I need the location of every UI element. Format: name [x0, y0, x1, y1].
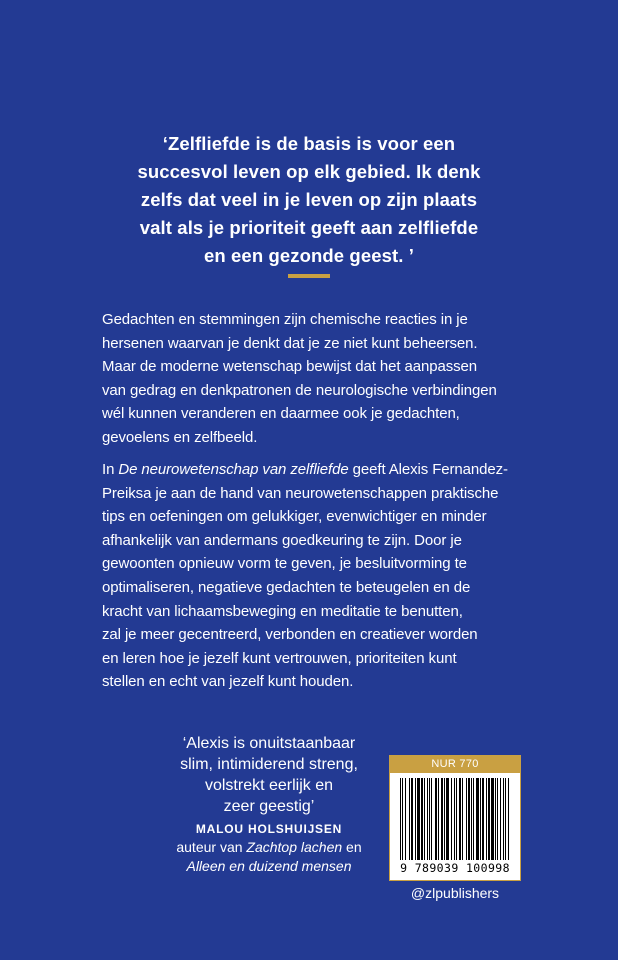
barcode-bar [446, 778, 449, 860]
endorsement-line: volstrekt eerlijk en [204, 777, 334, 794]
blurb-line: van gedrag en denkpatronen de neurologische verbindingen [102, 381, 497, 399]
barcode-bar [462, 778, 463, 860]
pull-quote-line: zelfs dat veel in je leven op zijn plaats [140, 189, 478, 210]
nur-code: NUR 770 [390, 756, 520, 773]
barcode-bar [444, 778, 445, 860]
blurb-line: Preiksa je aan de hand van neurowetenschappen praktische [102, 484, 499, 502]
blurb-line [102, 458, 522, 482]
credit-text: auteur van [176, 839, 247, 855]
barcode-bar [417, 778, 420, 860]
blurb-line: zal je meer gecentreerd, verbonden en creatiever worden [102, 626, 478, 644]
barcode-box [389, 755, 521, 881]
barcode-bar [431, 778, 432, 860]
isbn-number: 9 789039 100998 [400, 861, 510, 875]
barcode-bar [476, 778, 479, 860]
blurb-line: stellen en echt van jezelf kunt houden. [102, 673, 354, 691]
blurb-line: optimaliseren, negatieve gedachten te beteugelen en de [102, 578, 471, 596]
barcode-bar [500, 778, 501, 860]
barcode-bar [427, 778, 428, 860]
barcode-bar [424, 778, 425, 860]
credit-book: Alleen en duizend mensen [186, 858, 352, 874]
pull-quote-line: en een gezonde geest. ’ [204, 245, 414, 266]
endorser-credit [104, 838, 434, 857]
barcode-bar [488, 778, 490, 860]
barcode-bar [441, 778, 443, 860]
barcode-bar [473, 778, 474, 860]
credit-text: en [342, 839, 362, 855]
blurb-line: hersenen waarvan je denkt dat je ze niet kunt beheersen. [102, 334, 478, 352]
barcode-bar [459, 778, 461, 860]
barcode-bar [482, 778, 484, 860]
endorsement-line: slim, intimiderend streng, [180, 756, 358, 773]
barcode-bar [409, 778, 410, 860]
pull-quote-line: succesvol leven op elk gebied. Ik denk [137, 161, 481, 182]
barcode-bar [505, 778, 506, 860]
barcode-bar [497, 778, 498, 860]
barcode-bar [435, 778, 437, 860]
blurb-line: en leren hoe je jezelf kunt vertrouwen, prioriteiten kunt [102, 649, 457, 667]
blurb-text: In [102, 461, 119, 478]
barcode-bar [456, 778, 457, 860]
barcode-bar [400, 778, 401, 860]
publisher-handle: @zlpublishers [410, 885, 500, 901]
barcode-bar [495, 778, 496, 860]
blurb-line: wél kunnen veranderen en daarmee ook je gedachten, [102, 405, 460, 423]
barcode-bar [421, 778, 423, 860]
barcode-bar [471, 778, 472, 860]
pull-quote-line: valt als je prioriteit geeft aan zelfliefde [139, 217, 479, 238]
barcode-bar [405, 778, 406, 860]
barcode-icon [396, 778, 514, 860]
blurb-line: afhankelijk van andermans goedkeuring te zijn. Door je [102, 531, 462, 549]
barcode-bar [454, 778, 455, 860]
blurb-paragraph-1 [102, 308, 522, 450]
blurb-line: kracht van lichaamsbeweging en meditatie te benutten, [102, 602, 463, 620]
blurb-paragraph-2 [102, 458, 522, 694]
endorser-name: MALOU HOLSHUIJSEN [195, 822, 343, 836]
barcode-bar [491, 778, 494, 860]
book-title: De neurowetenschap van zelfliefde [118, 461, 349, 478]
pull-quote [60, 130, 558, 270]
blurb-line: Gedachten en stemmingen zijn chemische reacties in je [102, 311, 468, 328]
blurb-text: geeft Alexis Fernandez- [348, 461, 508, 478]
barcode-bar [402, 778, 403, 860]
gold-divider [288, 274, 330, 278]
barcode-bar [429, 778, 430, 860]
barcode-bar [415, 778, 416, 860]
barcode-bar [508, 778, 509, 860]
barcode-bar [503, 778, 504, 860]
barcode-bar [468, 778, 470, 860]
endorsement-line: zeer geestig’ [223, 798, 315, 815]
endorser-credit [104, 857, 434, 876]
blurb-line: gewoonten opnieuw vorm te geven, je besluitvorming te [102, 555, 467, 573]
barcode-bar [451, 778, 452, 860]
barcode-bar [486, 778, 487, 860]
barcode-bar [438, 778, 439, 860]
barcode-bar [411, 778, 413, 860]
blurb-line: gevoelens en zelfbeeld. [102, 428, 258, 446]
credit-book: Zachtop lachen [246, 839, 343, 855]
endorsement-line: ‘Alexis is onuitstaanbaar [182, 735, 356, 752]
barcode-bar [480, 778, 481, 860]
barcode-bar [466, 778, 467, 860]
blurb-line: tips en oefeningen om gelukkiger, evenwichtiger en minder [102, 508, 487, 526]
endorsement [104, 733, 434, 876]
blurb-line: Maar de moderne wetenschap bewijst dat het aanpassen [102, 358, 478, 376]
pull-quote-line: ‘Zelfliefde is de basis is voor een [162, 133, 456, 154]
